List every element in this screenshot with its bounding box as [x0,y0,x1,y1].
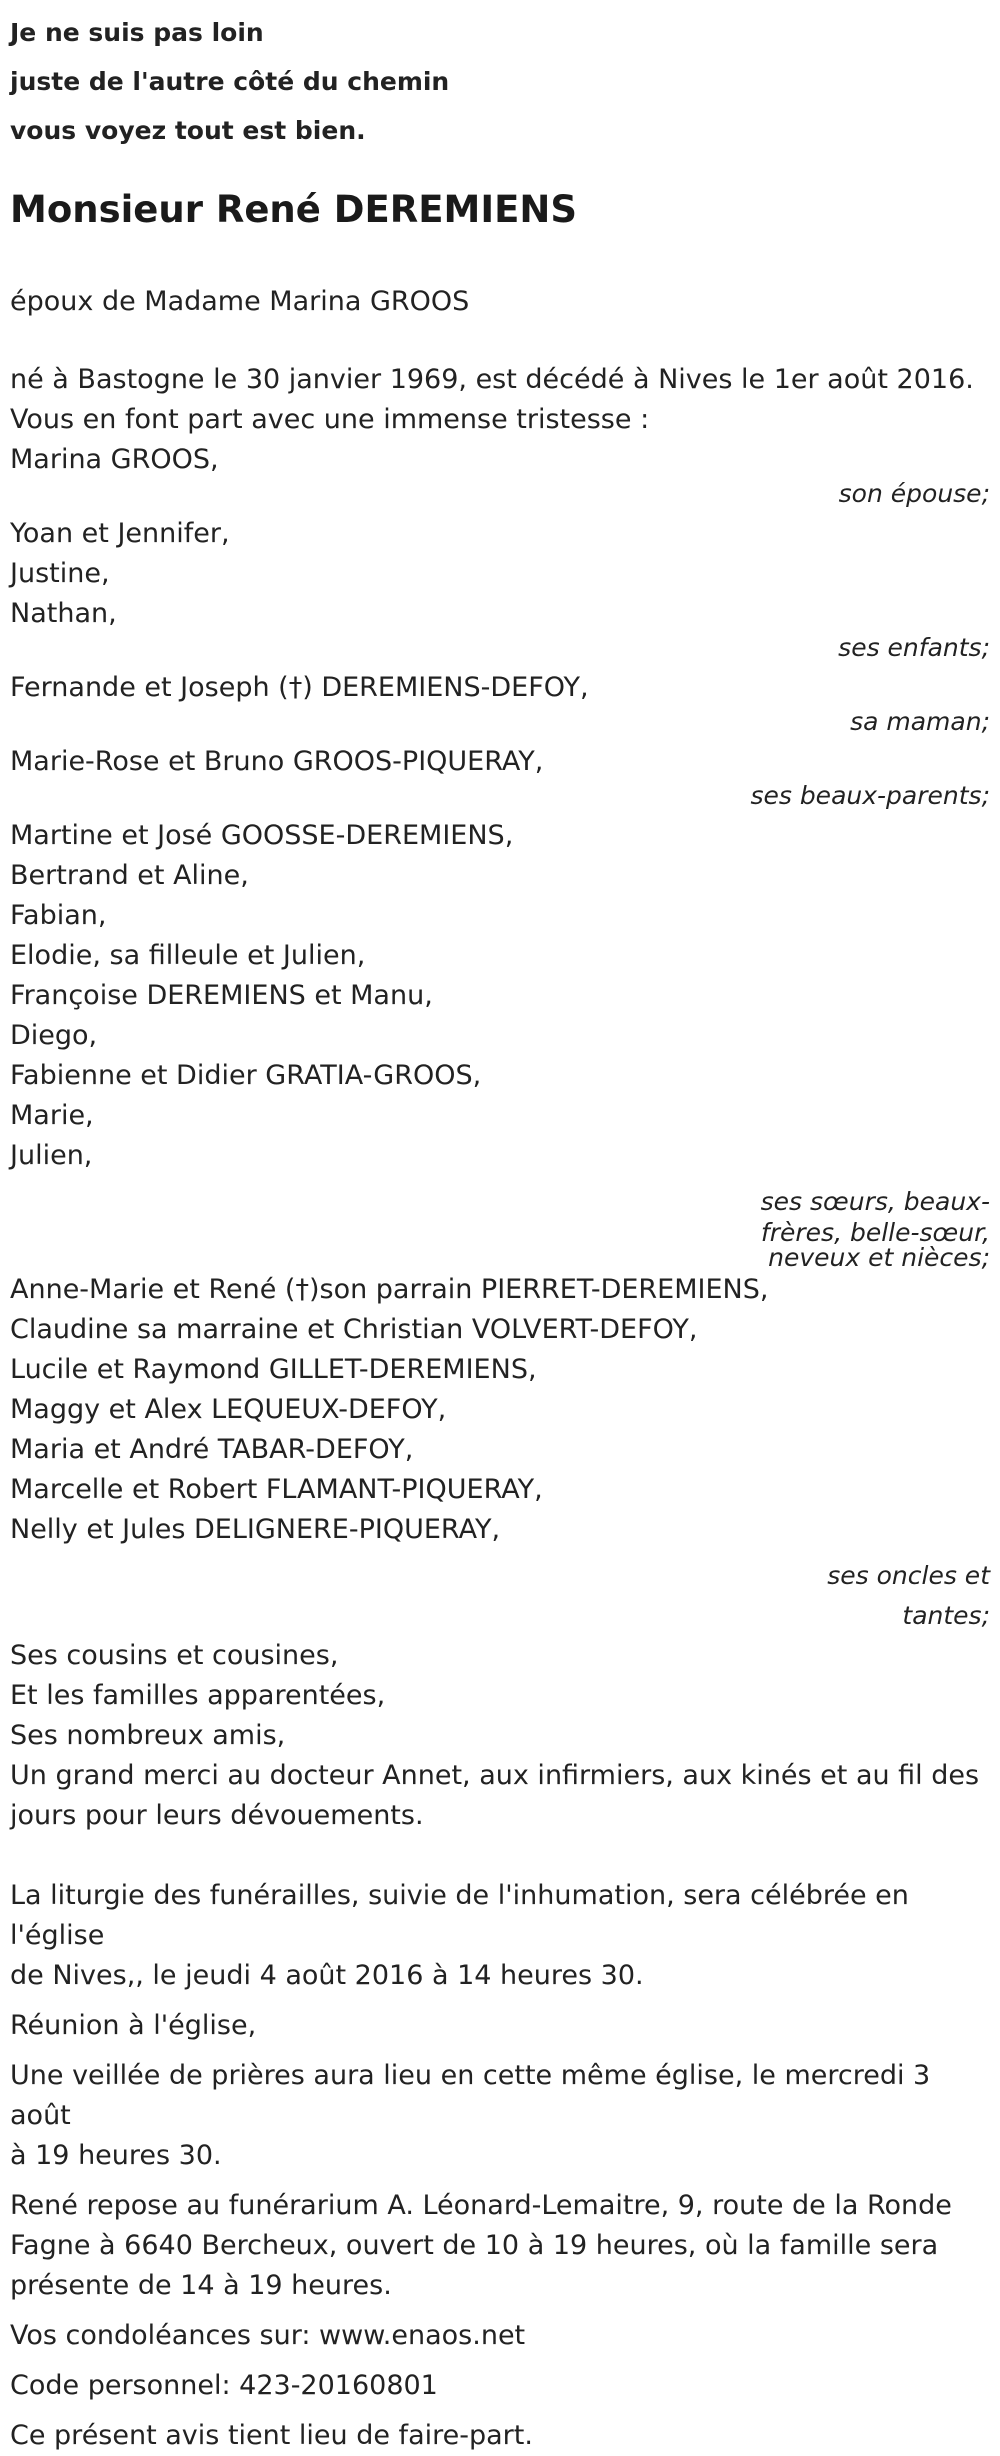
family-group-parents-in-law [10,742,990,810]
family-name-line: Marina GROOS, [10,444,219,475]
relation-label: son épouse; [838,479,990,508]
family-name-line: Diego, [10,1020,98,1051]
thanks-line: jours pour leurs dévouements. [10,1800,424,1831]
relation-label: tantes; [902,1601,990,1630]
personal-code: Code personnel: 423-20160801 [10,2370,438,2401]
family-name-line: Marie-Rose et Bruno GROOS-PIQUERAY, [10,746,544,777]
rest-line: René repose au funérarium A. Léonard-Lemaitre, 9, route de la Ronde [10,2190,952,2221]
rest-line: présente de 14 à 19 heures. [10,2270,392,2301]
relation-label: ses beaux-parents; [750,781,990,810]
family-group-uncles-aunts [10,1270,990,1636]
funeral-line: La liturgie des funérailles, suivie de l'inhumation, sera célébrée en l'église [10,1880,909,1951]
notice-line: Ce présent avis tient lieu de faire-part. [10,2420,533,2451]
funeral-line: de Nives,, le jeudi 4 août 2016 à 14 heures 30. [10,1960,644,1991]
relation-label: neveux et nièces; [768,1243,990,1272]
family-name-line: Justine, [10,558,110,589]
vigil-line: Une veillée de prières aura lieu en cette même église, le mercredi 3 août [10,2060,931,2131]
poem-line: vous voyez tout est bien. [10,116,366,145]
deceased-name: Monsieur René DEREMIENS [10,188,577,231]
rest-line: Fagne à 6640 Bercheux, ouvert de 10 à 19 heures, où la famille sera [10,2230,939,2261]
family-name-line: Yoan et Jennifer, [10,518,230,549]
poem-line: juste de l'autre côté du chemin [10,67,450,96]
family-name-line: Fabienne et Didier GRATIA-GROOS, [10,1060,482,1091]
vigil-line: à 19 heures 30. [10,2140,222,2171]
family-name-line: Fabian, [10,900,107,931]
rest-block [10,2186,990,2306]
condolences-line: Vos condoléances sur: www.enaos.net [10,2320,526,2351]
family-name-line: Anne-Marie et René (†)son parrain PIERRET-DEREMIENS, [10,1274,769,1305]
family-name-line: Lucile et Raymond GILLET-DEREMIENS, [10,1354,537,1385]
poem-line: Je ne suis pas loin [10,18,264,47]
family-group-spouse [10,440,990,508]
funeral-block [10,1876,990,1996]
family-group-children [10,514,990,662]
birth-line: né à Bastogne le 30 janvier 1969, est décédé à Nives le 1er août 2016. [10,364,974,395]
relation-label: ses enfants; [838,633,990,662]
relation-label: sa maman; [850,707,990,736]
relation-label: ses sœurs, beaux- [760,1187,990,1216]
closing-line: Et les familles apparentées, [10,1680,386,1711]
family-name-line: Elodie, sa filleule et Julien, [10,940,366,971]
poem [10,0,990,155]
family-name-line: Claudine sa marraine et Christian VOLVERT-DEFOY, [10,1314,698,1345]
relation-label: ses oncles et [827,1561,990,1590]
spouse-line: époux de Madame Marina GROOS [10,286,470,317]
intro-line: Vous en font part avec une immense tristesse : [10,404,650,435]
closing-line: Ses nombreux amis, [10,1720,286,1751]
thanks-line: Un grand merci au docteur Annet, aux infirmiers, aux kinés et au fil des [10,1760,980,1791]
meeting-line: Réunion à l'église, [10,2010,257,2041]
family-name-line: Françoise DEREMIENS et Manu, [10,980,433,1011]
family-name-line: Marie, [10,1100,94,1131]
family-group-mother [10,668,990,736]
family-name-line: Bertrand et Aline, [10,860,249,891]
family-name-line: Julien, [10,1140,93,1171]
closing-line: Ses cousins et cousines, [10,1640,339,1671]
relation-label: frères, belle-sœur, [760,1218,990,1247]
family-name-line: Nathan, [10,598,117,629]
family-name-line: Nelly et Jules DELIGNERE-PIQUERAY, [10,1514,501,1545]
family-group-siblings [10,816,990,1270]
family-name-line: Marcelle et Robert FLAMANT-PIQUERAY, [10,1474,543,1505]
vigil-block [10,2056,990,2176]
closing-block [10,1636,990,1836]
family-name-line: Maria et André TABAR-DEFOY, [10,1434,414,1465]
family-name-line: Martine et José GOOSSE-DEREMIENS, [10,820,514,851]
family-name-line: Maggy et Alex LEQUEUX-DEFOY, [10,1394,447,1425]
family-name-line: Fernande et Joseph (†) DEREMIENS-DEFOY, [10,672,589,703]
